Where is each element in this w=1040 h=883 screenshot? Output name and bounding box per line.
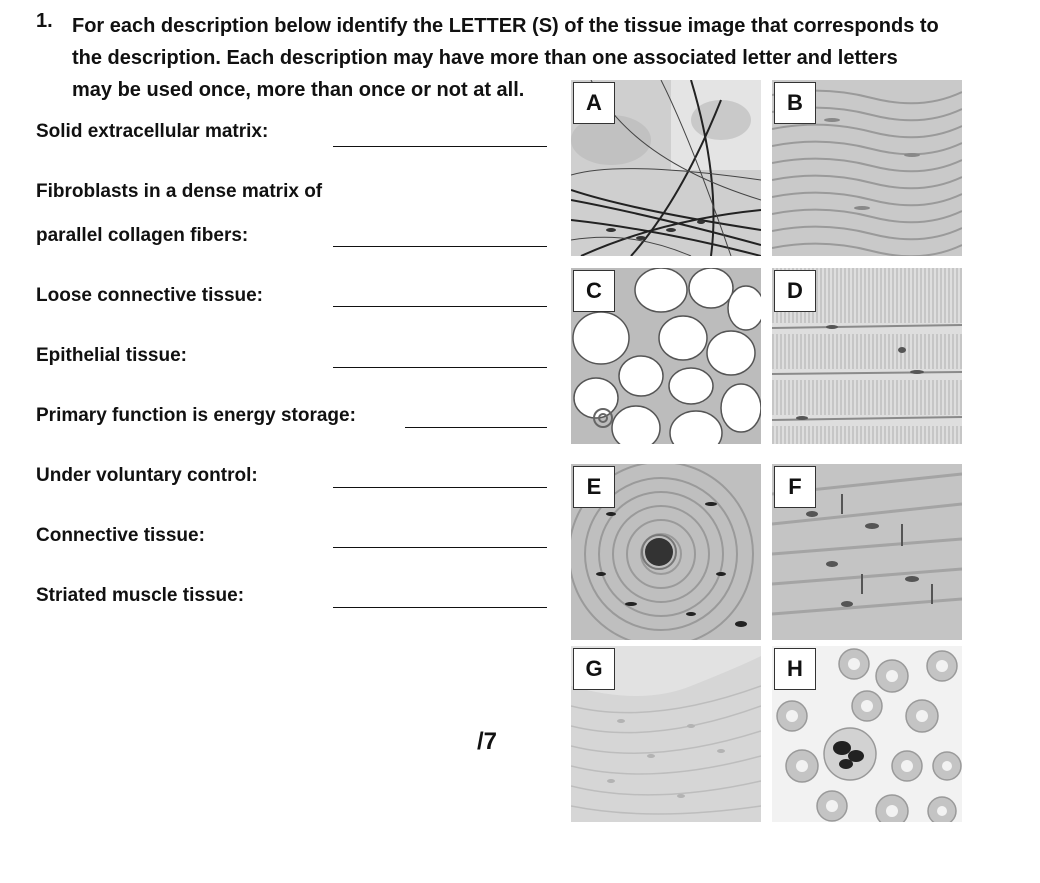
answer-blank-dense-collagen[interactable] [333, 246, 547, 247]
tile-letter-b: B [774, 82, 816, 124]
item-voluntary-label: Under voluntary control: [36, 465, 258, 486]
tissue-image-g [571, 646, 761, 822]
item-collagen-label: parallel collagen fibers: [36, 225, 249, 246]
score-total: /7 [477, 728, 498, 755]
answer-blank-loose-ct[interactable] [333, 306, 547, 307]
answer-blank-epithelial[interactable] [333, 367, 547, 368]
tile-letter-a: A [573, 82, 615, 124]
tile-letter-g: G [573, 648, 615, 690]
answer-blank-solid-matrix[interactable] [333, 146, 547, 147]
tile-letter-c: C [573, 270, 615, 312]
item-epithelial-label: Epithelial tissue: [36, 345, 187, 366]
tissue-image-a [571, 80, 761, 256]
tissue-image-h [772, 646, 962, 822]
tissue-image-d [772, 268, 962, 444]
question-number: 1. [36, 10, 53, 32]
tissue-image-f [772, 464, 962, 640]
tissue-image-e [571, 464, 761, 640]
tile-letter-d: D [774, 270, 816, 312]
item-solid-matrix-label: Solid extracellular matrix: [36, 121, 269, 142]
item-connective-label: Connective tissue: [36, 525, 205, 546]
tissue-image-c [571, 268, 761, 444]
item-fibroblasts-label: Fibroblasts in a dense matrix of [36, 181, 323, 202]
tissue-image-b [772, 80, 962, 256]
item-loose-ct-label: Loose connective tissue: [36, 285, 264, 306]
tile-letter-e: E [573, 466, 615, 508]
tile-letter-f: F [774, 466, 816, 508]
answer-blank-energy-storage[interactable] [405, 427, 547, 428]
question-line: the description. Each description may have more than one associated letter and letters [72, 47, 898, 69]
question-line: For each description below identify the LETTER (S) of the tissue image that corresponds to [72, 15, 939, 37]
question-line: may be used once, more than once or not at all. [72, 79, 525, 101]
item-energy-storage-label: Primary function is energy storage: [36, 405, 356, 426]
tile-letter-h: H [774, 648, 816, 690]
item-striated-label: Striated muscle tissue: [36, 585, 245, 606]
answer-blank-striated[interactable] [333, 607, 547, 608]
answer-blank-connective[interactable] [333, 547, 547, 548]
answer-blank-voluntary[interactable] [333, 487, 547, 488]
